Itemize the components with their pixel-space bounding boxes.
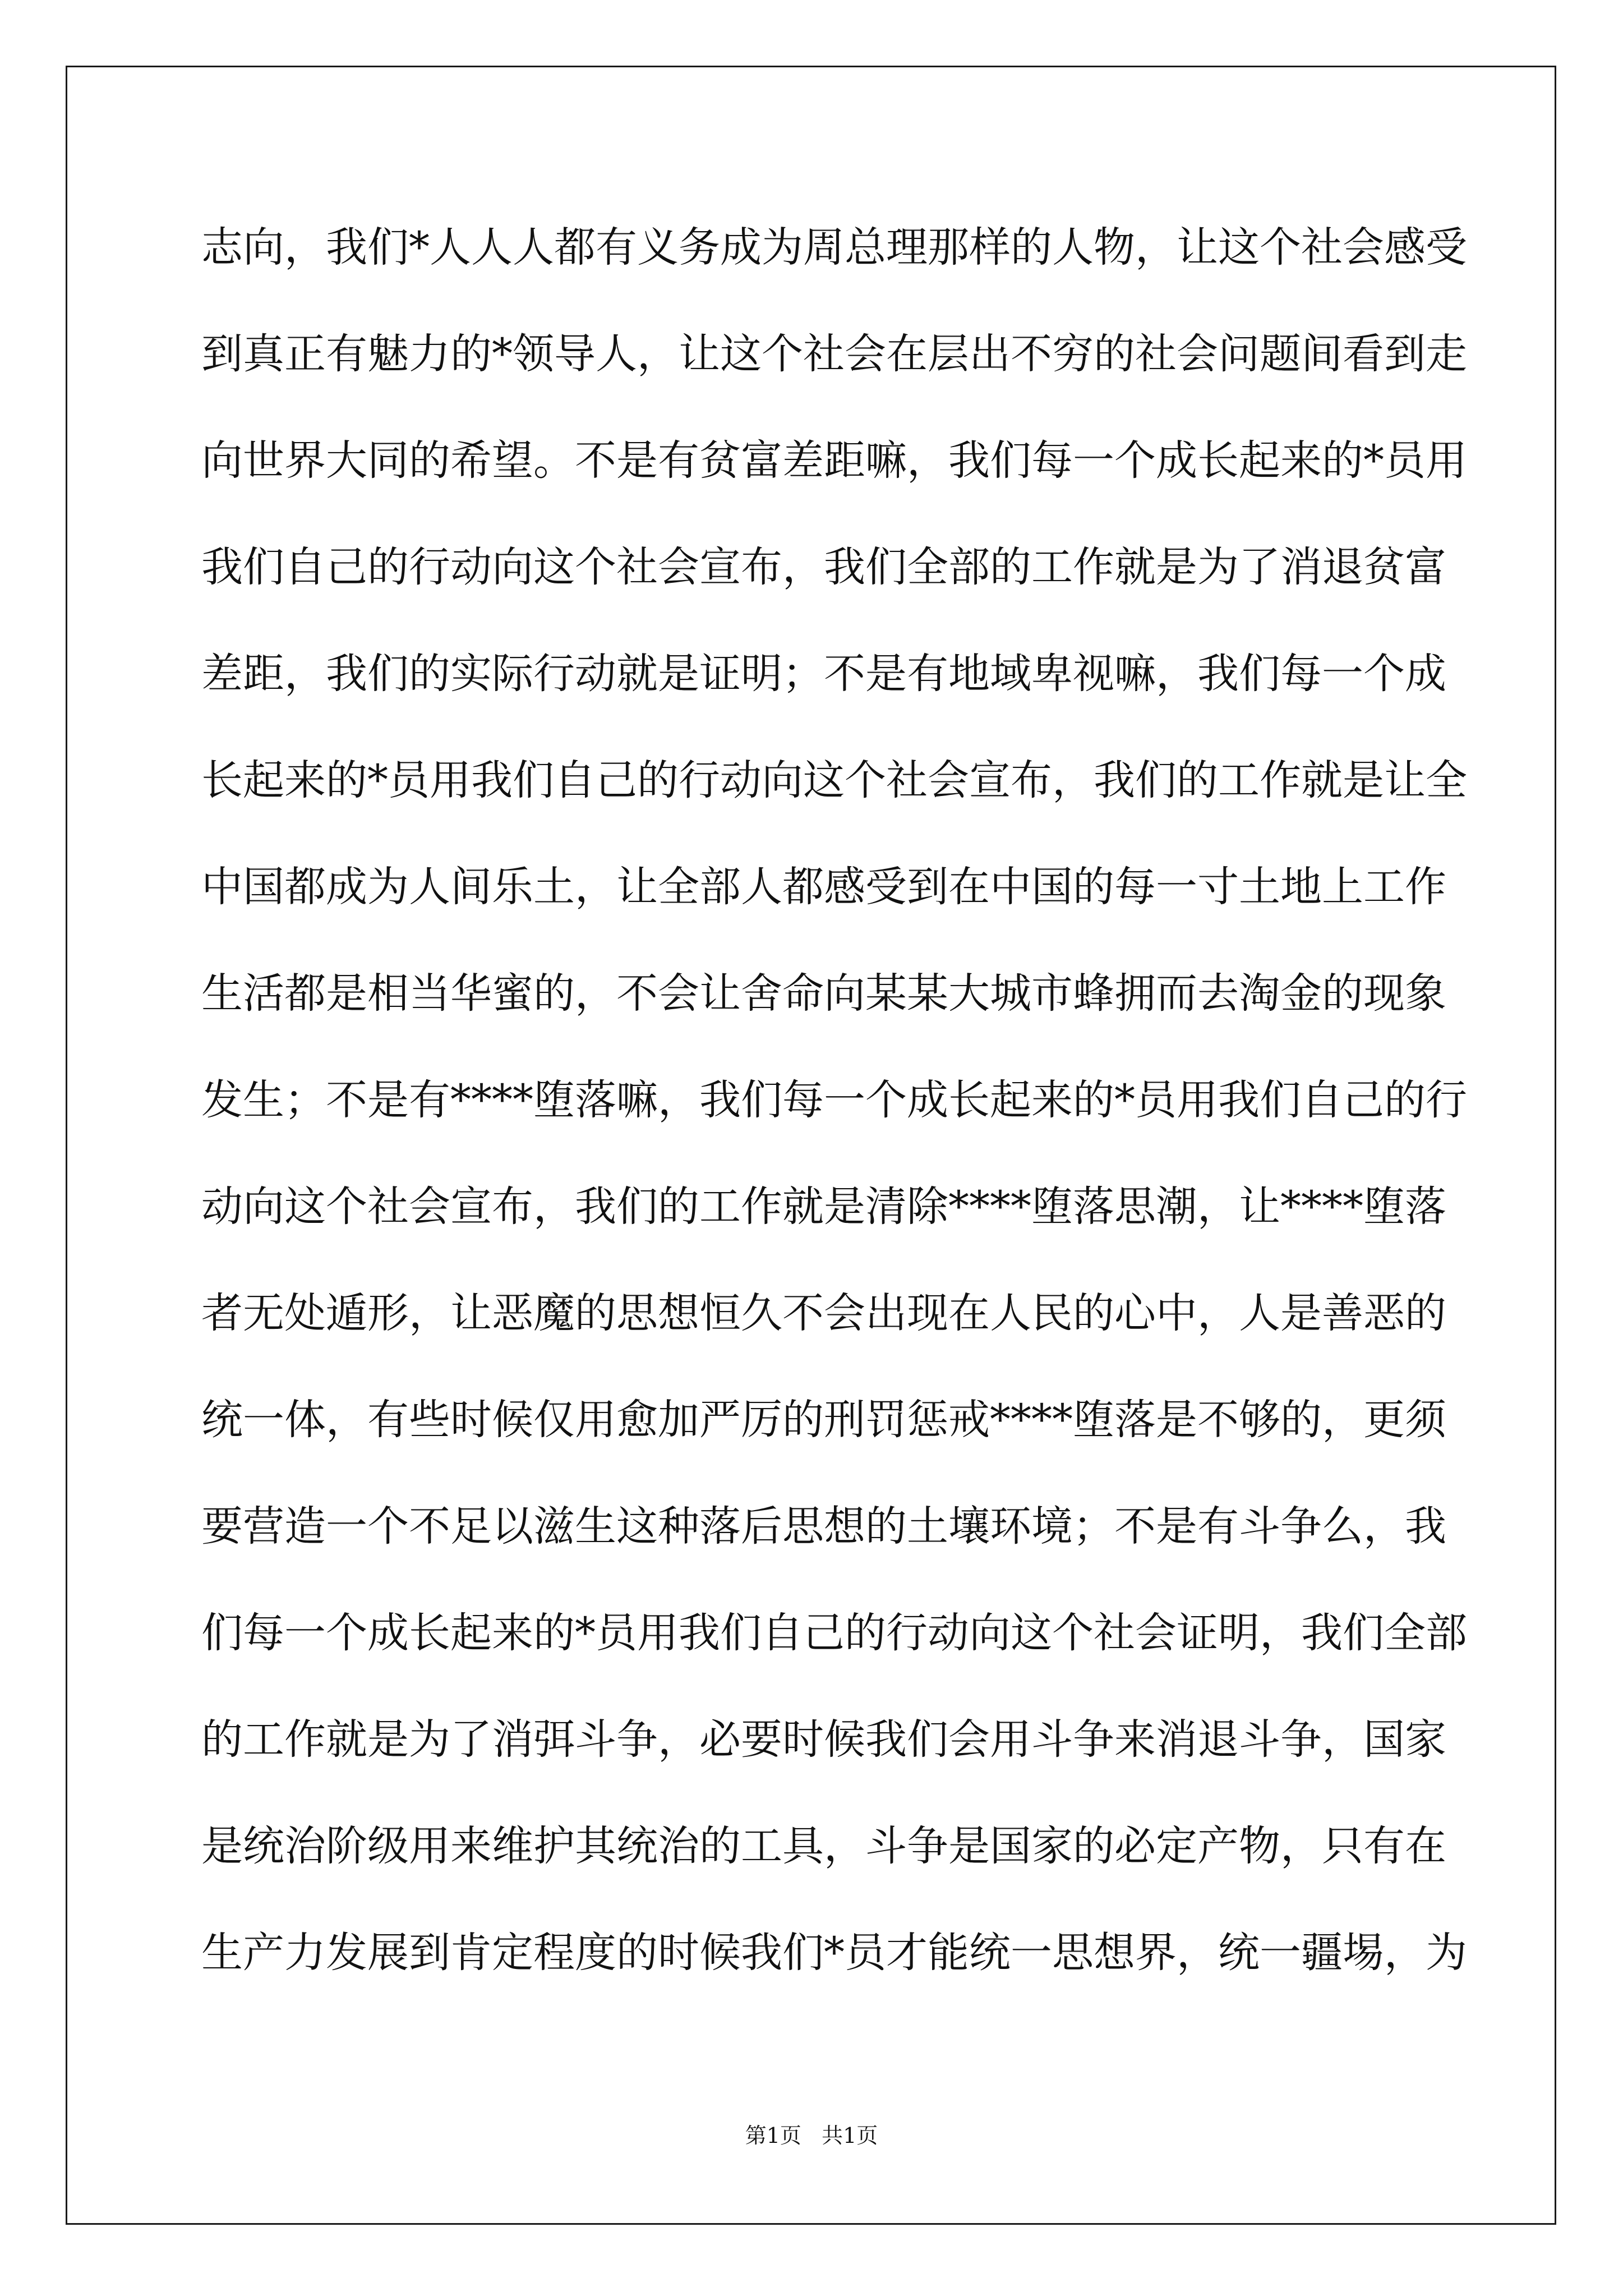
text-line: 到真正有魅力的*领导人，让这个社会在层出不穷的社会问题间看到走 bbox=[201, 330, 1467, 378]
text-line: 生产力发展到肯定程度的时候我们*员才能统一思想界，统一疆埸，为 bbox=[201, 1929, 1467, 1977]
text-line: 是统治阶级用来维护其统治的工具，斗争是国家的必定产物，只有在 bbox=[201, 1822, 1446, 1870]
text-line: 差距，我们的实际行动就是证明；不是有地域卑视嘛，我们每一个成 bbox=[201, 650, 1446, 698]
text-line: 生活都是相当华蜜的，不会让舍命向某某大城市蜂拥而去淘金的现象 bbox=[201, 969, 1446, 1018]
body-text bbox=[201, 220, 1467, 2032]
text-line: 动向这个社会宣布，我们的工作就是清除****堕落思潮，让****堕落 bbox=[201, 1182, 1446, 1231]
text-line: 发生；不是有****堕落嘛，我们每一个成长起来的*员用我们自己的行 bbox=[201, 1076, 1467, 1124]
text-line: 要营造一个不足以滋生这种落后思想的土壤环境；不是有斗争么，我 bbox=[201, 1502, 1446, 1550]
text-line: 中国都成为人间乐土，让全部人都感受到在中国的每一寸土地上工作 bbox=[201, 863, 1446, 911]
text-line: 我们自己的行动向这个社会宣布，我们全部的工作就是为了消退贫富 bbox=[201, 543, 1446, 591]
text-line: 的工作就是为了消弭斗争，必要时候我们会用斗争来消退斗争，国家 bbox=[201, 1715, 1446, 1764]
text-line: 者无处遁形，让恶魔的思想恒久不会出现在人民的心中，人是善恶的 bbox=[201, 1289, 1446, 1337]
text-line: 长起来的*员用我们自己的行动向这个社会宣布，我们的工作就是让全 bbox=[201, 756, 1467, 804]
text-line: 志向，我们*人人人都有义务成为周总理那样的人物，让这个社会感受 bbox=[201, 223, 1467, 272]
text-line: 向世界大同的希望。不是有贫富差距嘛，我们每一个成长起来的*员用 bbox=[201, 436, 1467, 485]
text-line: 统一体，有些时候仅用愈加严厉的刑罚惩戒****堕落是不够的，更须 bbox=[201, 1396, 1446, 1444]
text-line: 们每一个成长起来的*员用我们自己的行动向这个社会证明，我们全部 bbox=[201, 1609, 1467, 1657]
page-footer: 第1页 共1页 bbox=[745, 2123, 878, 2148]
